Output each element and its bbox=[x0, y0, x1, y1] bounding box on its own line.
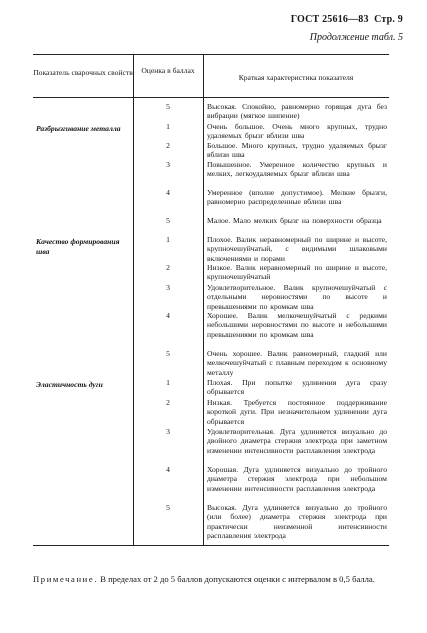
score-cell: 1 bbox=[166, 122, 170, 131]
note-text: В пределах от 2 до 5 баллов допускаются оценки с интервалом в 0,5 балла. bbox=[100, 574, 375, 584]
score-cell: 5 bbox=[166, 102, 170, 111]
indicator-weld-formation: Качество формирования шва bbox=[36, 237, 120, 256]
description-cell: Низкое. Валик неравномерный по ширине и высоте, крупночешуйчатый bbox=[207, 263, 387, 282]
table-continuation-label: Продолжение табл. 5 bbox=[309, 32, 403, 43]
description-cell: Очень хорошее. Валик равномерный, гладкий или мелкочешуйчатый с плавным переходом к основному металлу bbox=[207, 349, 387, 377]
indicator-arc-elasticity: Эластичность дуги bbox=[36, 380, 103, 389]
description-cell: Повышенное. Умеренное количество крупных и мелких, легкоудаляемых брызг вблизи шва bbox=[207, 160, 387, 179]
score-cell: 5 bbox=[166, 216, 170, 225]
description-cell: Хорошая. Дуга удлиняется визуально до тройного диаметра стержня электрода при небольшом изменении интенсивности расплавления электрода bbox=[207, 465, 387, 493]
score-cell: 2 bbox=[166, 141, 170, 150]
score-cell: 5 bbox=[166, 349, 170, 358]
score-cell: 1 bbox=[166, 235, 170, 244]
score-cell: 4 bbox=[166, 311, 170, 320]
note-lead: Примечание. bbox=[33, 574, 99, 584]
indicator-spatter: Разбрызгивание металла bbox=[36, 124, 121, 133]
column-divider-2 bbox=[203, 54, 204, 546]
welding-properties-table bbox=[33, 54, 389, 546]
score-cell: 2 bbox=[166, 263, 170, 272]
table-bottom-border bbox=[33, 545, 389, 546]
score-cell: 3 bbox=[166, 427, 170, 436]
column-header-score: Оценка в баллах bbox=[141, 66, 195, 75]
description-cell: Плохая. При попытке удлинения дуга сразу обрывается bbox=[207, 378, 387, 397]
description-cell: Большое. Много крупных, трудно удаляемых брызг вблизи шва bbox=[207, 141, 387, 160]
score-cell: 2 bbox=[166, 398, 170, 407]
header-bottom-border bbox=[33, 97, 389, 98]
score-cell: 4 bbox=[166, 188, 170, 197]
description-cell: Низкая. Требуется постоянное поддерживание короткой дуги. При незначительном удлинении дуга обрывается bbox=[207, 398, 387, 426]
gost-code: ГОСТ 25616—83 bbox=[290, 14, 369, 25]
table-top-border bbox=[33, 54, 389, 55]
description-cell: Плохое. Валик неравномерный по ширине и высоте, крупночешуйчатый, с видимыми шлаковыми включениями и порами bbox=[207, 235, 387, 263]
description-cell: Умеренное (вполне допустимое). Мелкие брызги, равномерно распределенные вблизи шва bbox=[207, 188, 387, 207]
score-cell: 3 bbox=[166, 160, 170, 169]
table-note bbox=[33, 573, 403, 586]
description-cell: Высокая. Спокойно, равномерно горящая дуга без вибрации (мягкое шипение) bbox=[207, 102, 387, 121]
gost-page-number bbox=[291, 14, 403, 25]
column-header-description: Краткая характеристика показателя bbox=[238, 73, 354, 82]
description-cell: Очень большое. Очень много крупных, трудно удаляемых брызг вблизи шва bbox=[207, 122, 387, 141]
score-cell: 3 bbox=[166, 283, 170, 292]
score-cell: 1 bbox=[166, 378, 170, 387]
description-cell: Хорошее. Валик мелкочешуйчатый с редкими небольшими неровностями по высоте и небольшими превышениями по кромкам шва bbox=[207, 311, 387, 339]
description-cell: Малое. Мало мелких брызг на поверхности образца bbox=[207, 216, 382, 225]
description-cell: Удовлетворительное. Валик крупночешуйчатый с отдельными неровностями по высоте и превышениями по кромкам шва bbox=[207, 283, 387, 311]
description-cell: Высокая. Дуга удлиняется визуально до тройного (или более) диаметра стержня электрода при практически неизменной интенсивности расплавления электрода bbox=[207, 503, 387, 541]
description-cell: Удовлетворительная. Дуга удлиняется визуально до двойного диаметра стержня электрода при заметном изменении интенсивности расплавления электрода bbox=[207, 427, 387, 455]
page-label: Стр. 9 bbox=[374, 14, 403, 25]
column-header-indicator: Показатель сварочных свойств bbox=[33, 68, 133, 77]
score-cell: 4 bbox=[166, 465, 170, 474]
score-cell: 5 bbox=[166, 503, 170, 512]
